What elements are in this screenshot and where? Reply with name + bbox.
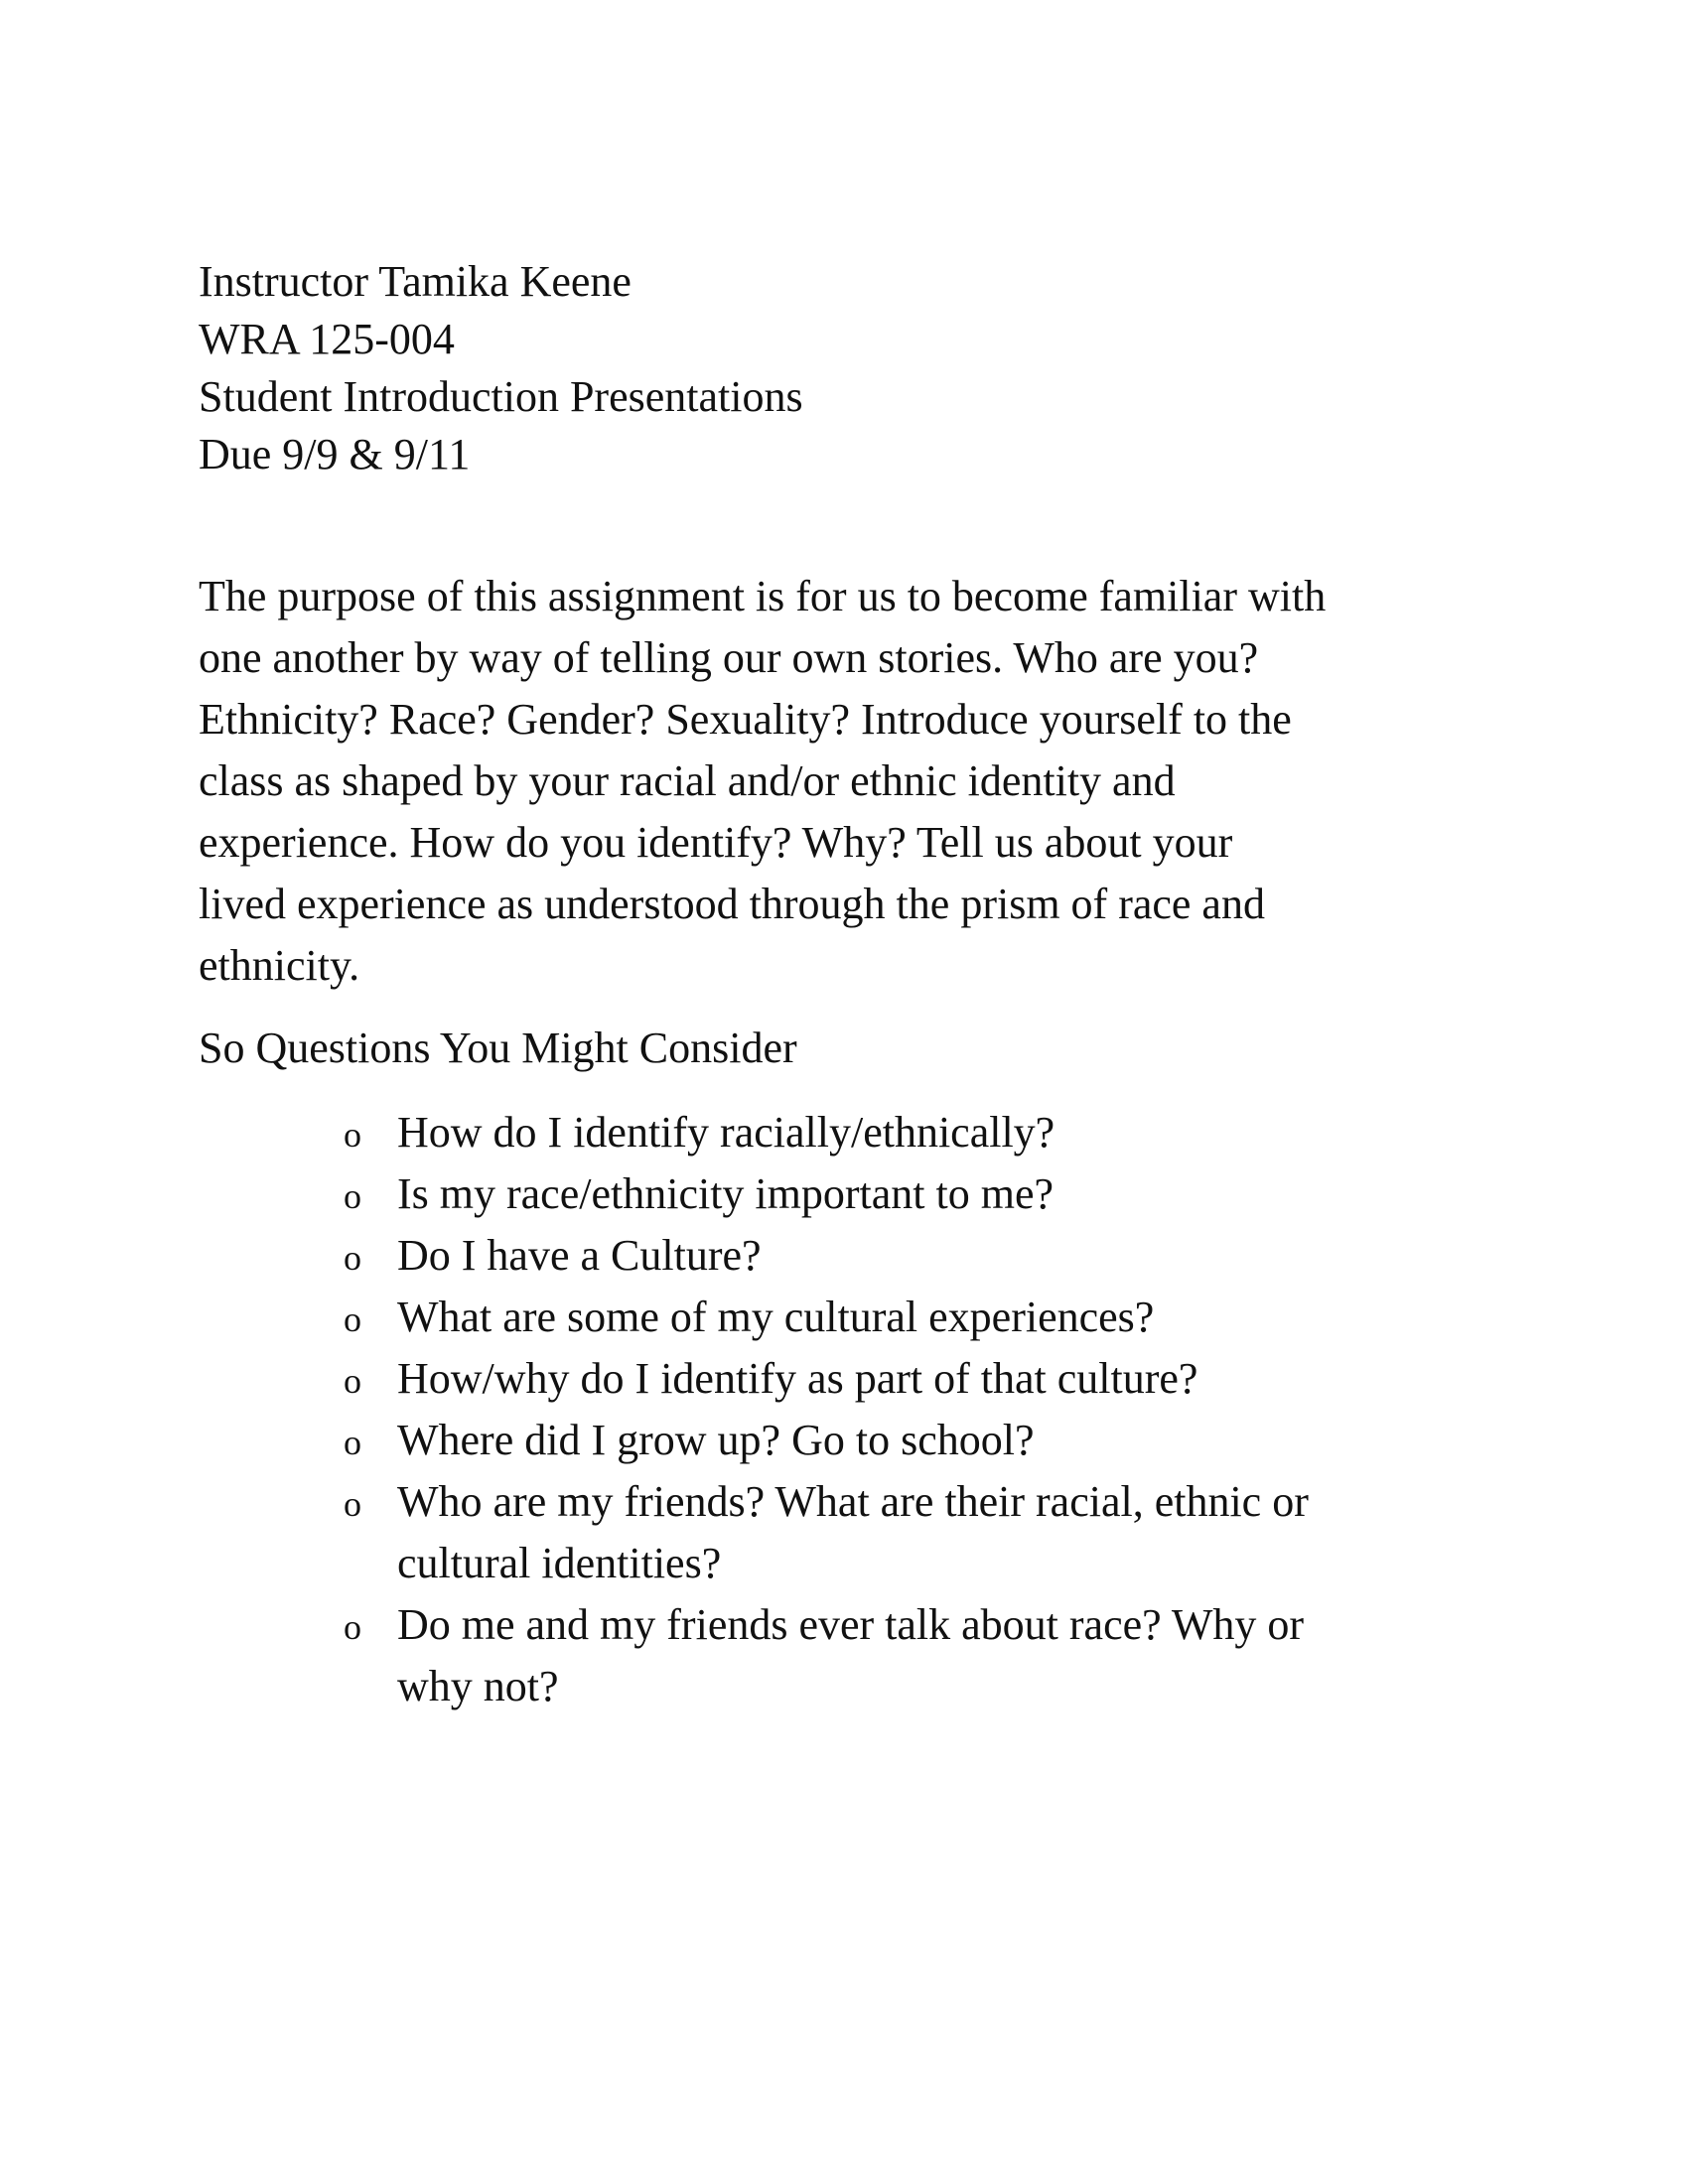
- question-text: Do me and my friends ever talk about race? Why or: [397, 1600, 1305, 1649]
- list-item: [344, 1225, 1485, 1287]
- course-code: WRA 125-004: [199, 315, 455, 363]
- question-list: [344, 1102, 1485, 1717]
- paragraph-line: experience. How do you identify? Why? Tell us about your: [199, 818, 1233, 867]
- questions-heading: So Questions You Might Consider: [199, 1024, 797, 1072]
- list-item: [344, 1287, 1485, 1348]
- question-text: Where did I grow up? Go to school?: [397, 1416, 1035, 1464]
- purpose-paragraph: [199, 566, 1509, 997]
- hollow-bullet-icon: o: [344, 1115, 361, 1155]
- hollow-bullet-icon: o: [344, 1238, 361, 1278]
- question-text: cultural identities?: [397, 1539, 722, 1587]
- hollow-bullet-icon: o: [344, 1176, 361, 1216]
- hollow-bullet-icon: o: [344, 1484, 361, 1524]
- list-item: [344, 1102, 1485, 1163]
- list-item: [344, 1163, 1485, 1225]
- question-text: What are some of my cultural experiences?: [397, 1293, 1155, 1341]
- document-header: [199, 253, 1489, 483]
- paragraph-line: ethnicity.: [199, 941, 360, 990]
- hollow-bullet-icon: o: [344, 1299, 361, 1339]
- due-dates: Due 9/9 & 9/11: [199, 430, 471, 478]
- question-text: Who are my friends? What are their racial, ethnic or: [397, 1477, 1309, 1526]
- hollow-bullet-icon: o: [344, 1361, 361, 1401]
- question-text: Do I have a Culture?: [397, 1231, 762, 1280]
- assignment-title: Student Introduction Presentations: [199, 372, 803, 421]
- list-item: [344, 1594, 1485, 1717]
- list-item: [344, 1348, 1485, 1410]
- list-item: [344, 1410, 1485, 1471]
- instructor-name: Instructor Tamika Keene: [199, 257, 632, 306]
- paragraph-line: The purpose of this assignment is for us to become familiar with: [199, 572, 1327, 620]
- question-text: Is my race/ethnicity important to me?: [397, 1169, 1055, 1218]
- hollow-bullet-icon: o: [344, 1423, 361, 1462]
- paragraph-line: Ethnicity? Race? Gender? Sexuality? Introduce yourself to the: [199, 695, 1292, 744]
- paragraph-line: one another by way of telling our own stories. Who are you?: [199, 633, 1259, 682]
- hollow-bullet-icon: o: [344, 1607, 361, 1647]
- question-text: why not?: [397, 1662, 559, 1710]
- paragraph-line: lived experience as understood through the prism of race and: [199, 880, 1265, 928]
- question-text: How/why do I identify as part of that culture?: [397, 1354, 1198, 1403]
- paragraph-line: class as shaped by your racial and/or ethnic identity and: [199, 756, 1176, 805]
- list-item: [344, 1471, 1485, 1594]
- question-text: How do I identify racially/ethnically?: [397, 1108, 1055, 1157]
